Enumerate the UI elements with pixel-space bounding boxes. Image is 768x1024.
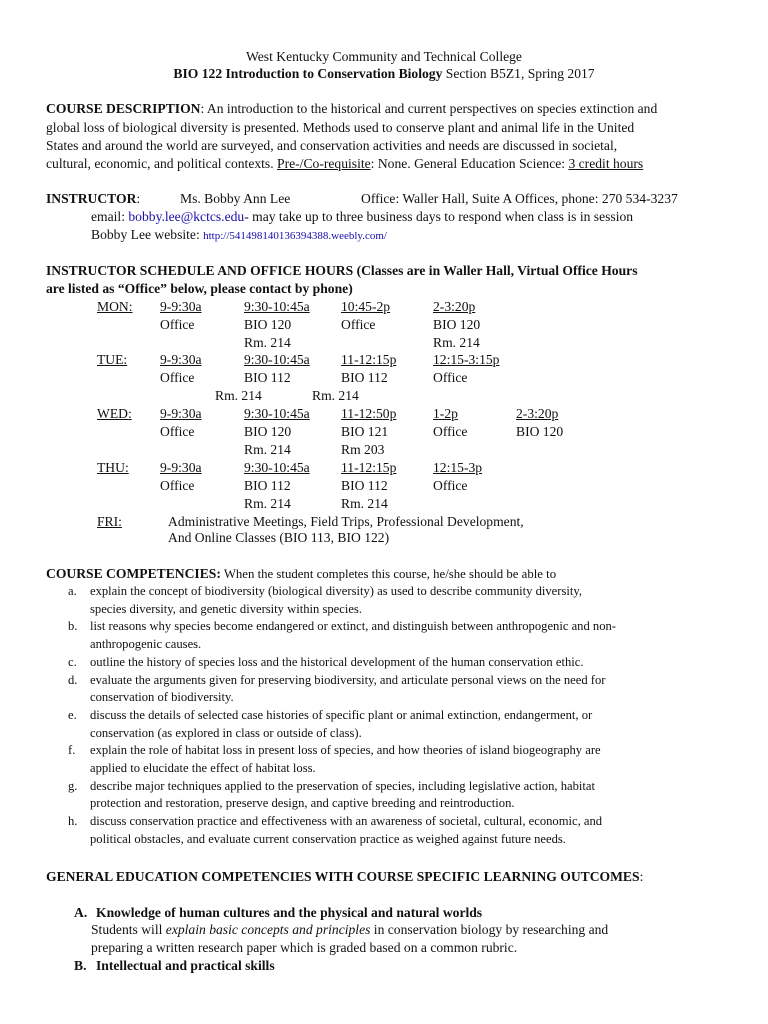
prerequisite-label: Pre-/Co-requisite <box>277 156 371 171</box>
mon-room-2: Rm. 214 <box>244 335 291 350</box>
mon-class-2: BIO 120 <box>244 317 292 332</box>
competency-letter: h. <box>68 814 78 829</box>
gen-ed-b-title: Intellectual and practical skills <box>96 958 275 973</box>
day-fri: FRI: <box>97 514 122 529</box>
course-description-line2: global loss of biological diversity is presented. Methods used to conserve plant and animal life in the United <box>46 120 635 135</box>
mon-time-2: 9:30-10:45a <box>244 299 310 314</box>
mon-class-1: Office <box>160 317 195 332</box>
gen-ed-a-post: in conservation biology by researching and <box>370 922 609 937</box>
website-label: Bobby Lee website: <box>91 227 204 242</box>
gen-ed-a-pre: Students will <box>91 922 166 937</box>
tue-time-3: 11-12:15p <box>341 352 397 367</box>
tue-room-2: Rm. 214 <box>215 388 262 403</box>
wed-time-5: 2-3:20p <box>516 406 559 421</box>
gen-ed-a-title: Knowledge of human cultures and the physical and natural worlds <box>96 905 483 920</box>
fri-text-line2: And Online Classes (BIO 113, BIO 122) <box>168 530 390 545</box>
wed-room-2: Rm. 214 <box>244 442 291 457</box>
day-mon: MON: <box>97 299 133 314</box>
thu-time-1: 9-9:30a <box>160 460 202 475</box>
schedule-title-line1: INSTRUCTOR SCHEDULE AND OFFICE HOURS (Classes are in Waller Hall, Virtual Office Hours <box>46 263 638 278</box>
competency-letter: f. <box>68 743 76 758</box>
schedule-title-line2: are listed as “Office” below, please contact by phone) <box>46 281 353 296</box>
mon-time-3: 10:45-2p <box>341 299 391 314</box>
competency-letter: b. <box>68 619 78 634</box>
competency-text: political obstacles, and evaluate current conservation practice as weighed against future needs. <box>90 831 566 846</box>
wed-class-3: BIO 121 <box>341 424 389 439</box>
day-thu: THU: <box>97 460 129 475</box>
wed-class-1: Office <box>160 424 195 439</box>
competency-text: explain the concept of biodiversity (biological diversity) as used to describe community diversity, <box>90 584 582 598</box>
thu-time-3: 11-12:15p <box>341 460 397 475</box>
gen-ed-b-letter: B. <box>74 958 87 973</box>
competency-text: evaluate the arguments given for preserving biodiversity, and articulate personal views on the need for <box>90 672 606 687</box>
thu-room-3: Rm. 214 <box>341 496 388 511</box>
competency-text: species diversity, and genetic diversity within species. <box>90 601 362 616</box>
thu-class-2: BIO 112 <box>244 478 291 493</box>
fri-text-line1: Administrative Meetings, Field Trips, Professional Development, <box>168 514 524 529</box>
gen-ed-science-text: : None. General Education Science: <box>370 156 569 171</box>
competency-text: discuss conservation practice and effectiveness with an awareness of societal, cultural, economic, and <box>90 814 603 829</box>
gen-ed-a-text-line2: preparing a written research paper which is graded based on a common rubric. <box>91 940 518 955</box>
gen-ed-a-letter: A. <box>74 905 88 920</box>
competency-text: conservation (as explored in class or outside of class). <box>90 725 362 740</box>
competencies-heading <box>46 566 556 582</box>
course-description-label: COURSE DESCRIPTION <box>46 101 201 116</box>
thu-class-3: BIO 112 <box>341 478 388 493</box>
mon-class-4: BIO 120 <box>433 317 481 332</box>
thu-time-2: 9:30-10:45a <box>244 460 310 475</box>
instructor-website-line <box>91 227 387 243</box>
competency-text: explain the role of habitat loss in present loss of species, and how theories of island biogeography are <box>90 743 601 758</box>
tue-class-1: Office <box>160 370 195 385</box>
mon-time-4: 2-3:20p <box>433 299 476 314</box>
course-title <box>0 66 768 82</box>
gen-ed-colon: : <box>639 869 644 884</box>
wed-class-2: BIO 120 <box>244 424 292 439</box>
gen-ed-a-italic: explain basic concepts and principles <box>165 922 371 937</box>
competency-text: outline the history of species loss and the historical development of the human conservation ethic. <box>90 654 584 669</box>
wed-room-3: Rm 203 <box>341 442 385 457</box>
instructor-label-text: INSTRUCTOR <box>46 191 137 206</box>
tue-time-1: 9-9:30a <box>160 352 202 367</box>
competencies-label: COURSE COMPETENCIES: <box>46 566 221 581</box>
wed-time-1: 9-9:30a <box>160 406 202 421</box>
email-note: - may take up to three business days to respond when class is in session <box>244 209 634 224</box>
competency-text: conservation of biodiversity. <box>90 690 234 705</box>
tue-room-3: Rm. 214 <box>312 388 359 403</box>
competency-text: anthropogenic causes. <box>90 637 202 652</box>
course-description-text: : An introduction to the historical and current perspectives on species extinction and <box>200 101 658 116</box>
course-description-line3: States and around the world are surveyed, and conservation activities and needs are discussed in societal, <box>46 138 618 153</box>
gen-ed-label: GENERAL EDUCATION COMPETENCIES WITH COURSE SPECIFIC LEARNING OUTCOMES <box>46 869 640 884</box>
tue-time-4: 12:15-3:15p <box>433 352 500 367</box>
competency-letter: g. <box>68 778 78 793</box>
gen-ed-a-text-line1 <box>91 922 608 938</box>
website-link[interactable]: http://541498140136394388.weebly.com/ <box>203 230 387 242</box>
day-wed: WED: <box>97 406 132 421</box>
instructor-label <box>46 191 140 207</box>
tue-class-2: BIO 112 <box>244 370 291 385</box>
competencies-intro: When the student completes this course, he/she should be able to <box>220 567 557 581</box>
day-tue: TUE: <box>97 352 128 367</box>
instructor-name: Ms. Bobby Ann Lee <box>180 191 291 206</box>
wed-class-4: Office <box>433 424 468 439</box>
instructor-office: Office: Waller Hall, Suite A Offices, phone: 270 534-3237 <box>361 191 678 206</box>
course-description-line4 <box>46 156 643 172</box>
competency-text: describe major techniques applied to the preservation of species, including legislative action, habitat <box>90 778 595 793</box>
thu-class-1: Office <box>160 478 195 493</box>
course-section: Section B5Z1, Spring 2017 <box>442 66 595 81</box>
wed-time-3: 11-12:50p <box>341 406 397 421</box>
wed-time-4: 1-2p <box>433 406 458 421</box>
email-link[interactable]: bobby.lee@kctcs.edu <box>128 209 245 224</box>
competency-text: discuss the details of selected case histories of specific plant or animal extinction, endangerment, or <box>90 707 593 722</box>
course-description-context: cultural, economic, and political contexts. <box>46 156 278 171</box>
competency-text: applied to elucidate the effect of habitat loss. <box>90 761 316 775</box>
tue-class-4: Office <box>433 370 468 385</box>
course-description-line1 <box>46 101 657 117</box>
competency-text: protection and restoration, preserve design, and captive breeding and reintroduction. <box>90 796 515 811</box>
instructor-email-line <box>91 209 633 225</box>
thu-time-4: 12:15-3p <box>433 460 483 475</box>
competency-letter: d. <box>68 672 78 687</box>
mon-class-3: Office <box>341 317 376 332</box>
competency-text: list reasons why species become endangered or extinct, and distinguish between anthropogenic and non- <box>90 619 616 634</box>
instructor-colon: : <box>136 191 141 206</box>
wed-time-2: 9:30-10:45a <box>244 406 310 421</box>
email-label: email: <box>91 209 129 224</box>
competency-letter: a. <box>68 584 77 598</box>
mon-time-1: 9-9:30a <box>160 299 202 314</box>
credit-hours: 3 credit hours <box>568 156 644 171</box>
tue-time-2: 9:30-10:45a <box>244 352 310 367</box>
wed-class-5: BIO 120 <box>516 424 564 439</box>
course-title-bold: BIO 122 Introduction to Conservation Biology <box>173 66 443 81</box>
mon-room-4: Rm. 214 <box>433 335 480 350</box>
tue-class-3: BIO 112 <box>341 370 388 385</box>
gen-ed-heading <box>46 869 643 885</box>
thu-room-2: Rm. 214 <box>244 496 291 511</box>
thu-class-4: Office <box>433 478 468 493</box>
competency-letter: c. <box>68 654 77 669</box>
competency-letter: e. <box>68 707 77 722</box>
college-name: West Kentucky Community and Technical College <box>246 49 522 64</box>
